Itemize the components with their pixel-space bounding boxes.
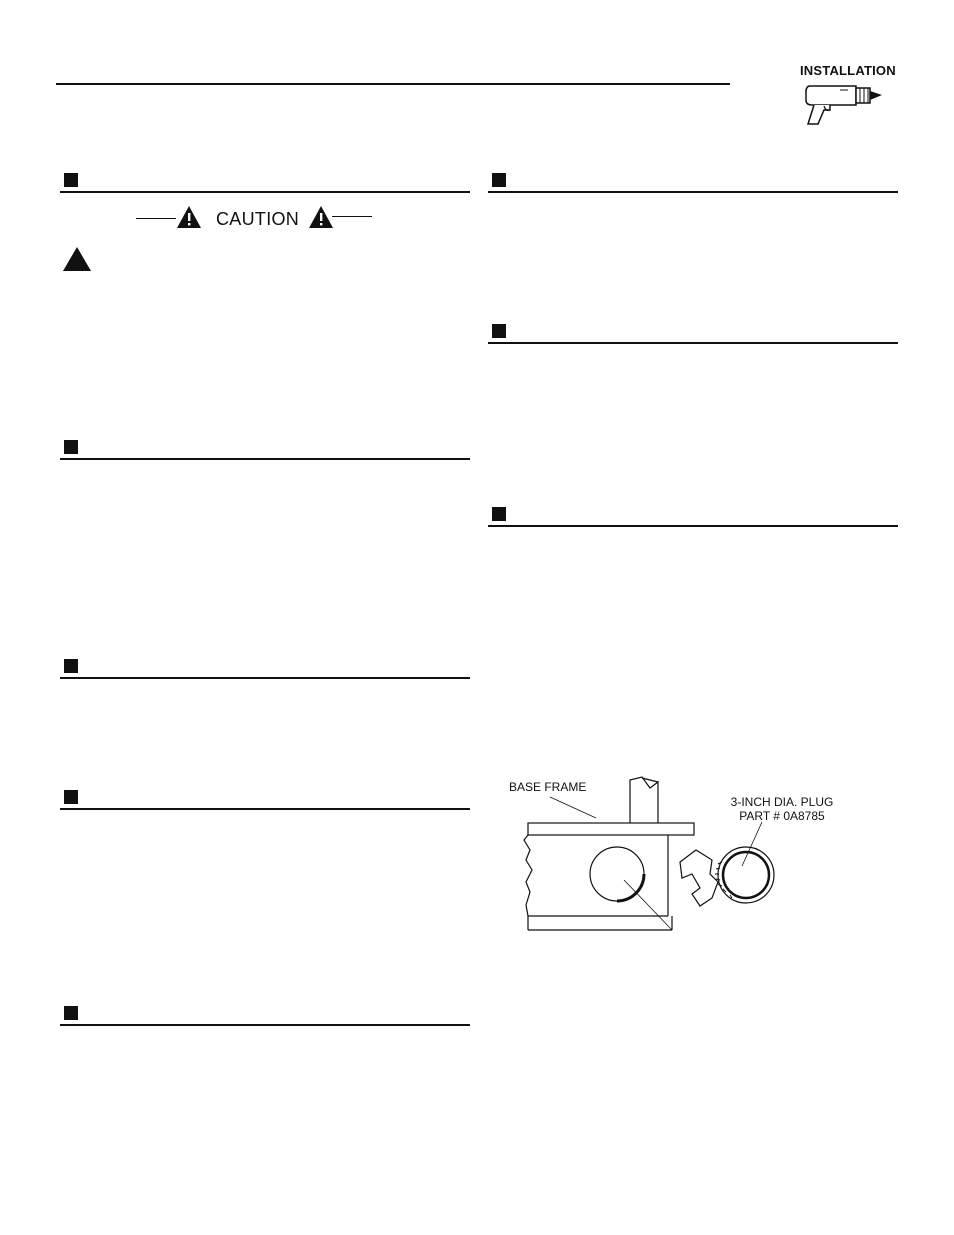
section-marker-icon <box>64 659 78 673</box>
section-rule <box>60 191 470 193</box>
section-header <box>64 790 470 810</box>
section-marker-icon <box>492 324 506 338</box>
warning-triangle-icon <box>308 205 334 229</box>
section-rule <box>488 191 898 193</box>
section-rule <box>60 458 470 460</box>
warning-triangle-icon <box>176 205 202 229</box>
caution-line-left <box>136 218 176 219</box>
section-header <box>64 659 470 679</box>
header-rule <box>56 83 730 85</box>
base-frame-figure <box>500 770 800 940</box>
section-marker-icon <box>492 173 506 187</box>
warning-triangle-icon <box>62 246 92 272</box>
section-marker-icon <box>64 173 78 187</box>
section-header <box>64 1006 470 1026</box>
caution-heading: CAUTION <box>216 209 300 229</box>
caution-line-right <box>332 216 372 217</box>
label-base-frame: BASE FRAME <box>509 780 587 794</box>
section-marker-icon <box>64 440 78 454</box>
section-title-installation: INSTALLATION <box>800 63 896 78</box>
section-rule <box>60 808 470 810</box>
section-header <box>64 440 470 460</box>
section-rule <box>60 677 470 679</box>
section-rule <box>60 1024 470 1026</box>
section-marker-icon <box>492 507 506 521</box>
section-header <box>492 324 898 344</box>
drill-icon <box>800 80 892 130</box>
section-header <box>64 173 470 193</box>
label-plug-part-number: PART # 0A8785 <box>739 809 825 823</box>
section-rule <box>488 525 898 527</box>
section-rule <box>488 342 898 344</box>
section-header <box>492 507 898 527</box>
section-marker-icon <box>64 1006 78 1020</box>
section-header <box>492 173 898 193</box>
section-marker-icon <box>64 790 78 804</box>
label-plug-line1: 3-INCH DIA. PLUG <box>730 795 834 809</box>
